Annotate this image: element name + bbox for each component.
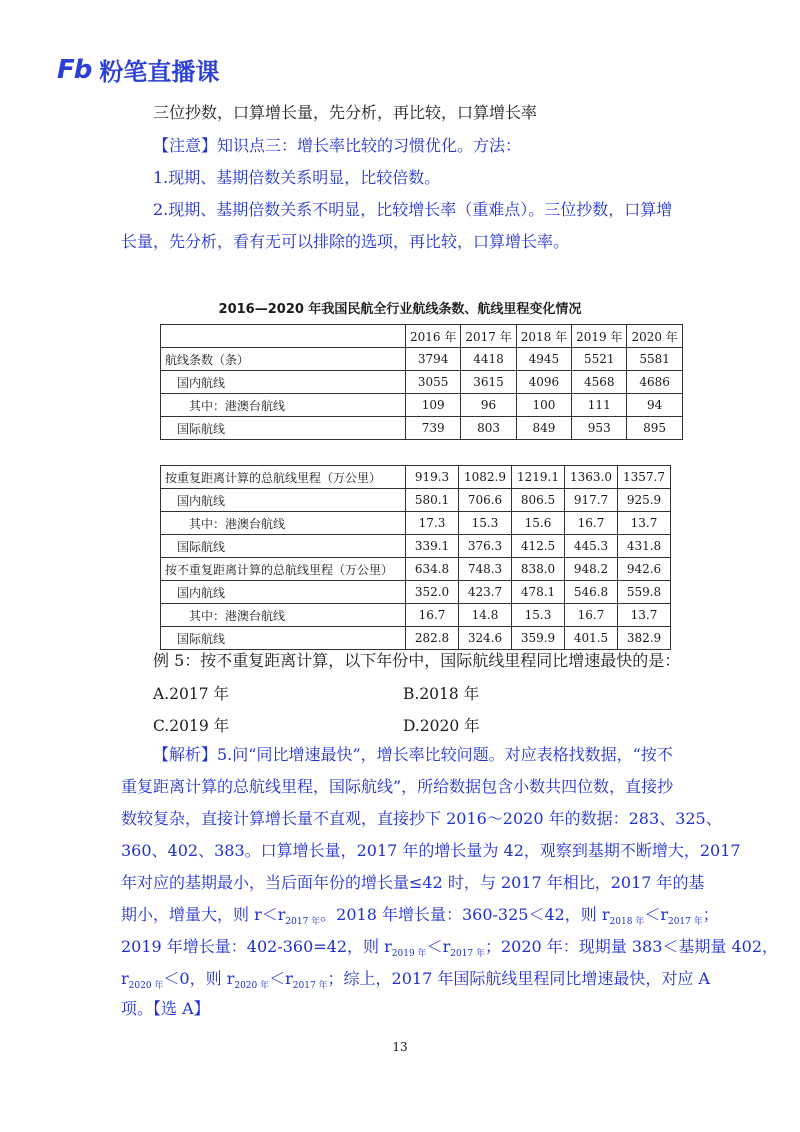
cell: 445.3 [565, 535, 618, 558]
option-c: C.2019 年 [153, 717, 230, 735]
cell: 1357.7 [618, 466, 671, 489]
analysis-text: r [121, 969, 129, 988]
cell: 401.5 [565, 627, 618, 650]
subscript: 2020 年 [128, 981, 164, 992]
table-mileage [160, 465, 671, 650]
table-row [161, 512, 671, 535]
method-item-1: 1.现期、基期倍数关系明显，比较倍数。 [153, 168, 441, 187]
option-d: D.2020 年 [403, 717, 480, 735]
option-b: B.2018 年 [403, 685, 480, 703]
table-row [161, 348, 683, 371]
cell: 1363.0 [565, 466, 618, 489]
cell: 100 [516, 394, 571, 417]
row-label: 国际航线 [161, 535, 406, 558]
analysis-line-6 [121, 905, 719, 932]
cell: 382.9 [618, 627, 671, 650]
analysis-line: 重复距离计算的总航线里程，国际航线”，所给数据包含小数共四位数，直接抄 [121, 777, 674, 796]
analysis-line: 项。【选 A】 [121, 999, 210, 1018]
cell: 546.8 [565, 581, 618, 604]
cell: 803 [461, 417, 516, 440]
analysis-line: 360、402、383。口算增长量，2017 年的增长量为 42，观察到基期不断增大，2017 [121, 841, 741, 860]
cell: 16.7 [565, 512, 618, 535]
table-row [161, 489, 671, 512]
row-label: 国内航线 [161, 581, 406, 604]
analysis-line-7 [121, 937, 778, 964]
cell: 739 [406, 417, 461, 440]
cell: 806.5 [512, 489, 565, 512]
cell: 15.6 [512, 512, 565, 535]
table-row [161, 466, 671, 489]
fenbi-logo-mark: Fb [57, 54, 92, 85]
analysis-line: 数较复杂，直接计算增长量不直观，直接抄下 2016～2020 年的数据：283、325、 [121, 809, 722, 828]
cell: 339.1 [406, 535, 459, 558]
note-line: 【注意】知识点三：增长率比较的习惯优化。方法： [153, 136, 522, 155]
analysis-text: 。2018 年增长量：360-325＜42，则 r [320, 905, 610, 924]
row-label: 国内航线 [161, 489, 406, 512]
cell: 94 [627, 394, 682, 417]
year-header: 2018 年 [516, 325, 571, 348]
row-label: 按重复距离计算的总航线里程（万公里） [161, 466, 406, 489]
cell: 1219.1 [512, 466, 565, 489]
cell: 478.1 [512, 581, 565, 604]
cell: 895 [627, 417, 682, 440]
cell: 376.3 [459, 535, 512, 558]
cell: 4418 [461, 348, 516, 371]
cell: 5581 [627, 348, 682, 371]
cell: 13.7 [618, 512, 671, 535]
subscript: 2018 年 [609, 917, 645, 928]
cell: 948.2 [565, 558, 618, 581]
analysis-line-8 [121, 969, 710, 996]
cell: 14.8 [459, 604, 512, 627]
cell: 4568 [572, 371, 627, 394]
table-title: 2016—2020 年我国民航全行业航线条数、航线里程变化情况 [218, 302, 582, 317]
cell: 748.3 [459, 558, 512, 581]
cell: 919.3 [406, 466, 459, 489]
cell: 3615 [461, 371, 516, 394]
question-stem: 例 5：按不重复距离计算，以下年份中，国际航线里程同比增速最快的是： [153, 651, 681, 670]
analysis-text: ；2020 年：现期量 383＜基期量 402， [484, 937, 779, 956]
cell: 16.7 [565, 604, 618, 627]
table-row [161, 394, 683, 417]
cell: 412.5 [512, 535, 565, 558]
row-label: 按不重复距离计算的总航线里程（万公里） [161, 558, 406, 581]
table-routes [160, 324, 683, 440]
cell: 706.6 [459, 489, 512, 512]
analysis-text: ＜r [644, 905, 668, 924]
year-header: 2020 年 [627, 325, 682, 348]
row-label: 国内航线 [161, 371, 406, 394]
row-label: 国际航线 [161, 417, 406, 440]
row-label: 其中：港澳台航线 [161, 604, 406, 627]
method-item-2b: 长量，先分析，看有无可以排除的选项，再比较，口算增长率。 [121, 232, 570, 251]
year-header: 2016 年 [406, 325, 461, 348]
subscript: 2017 年 [450, 949, 485, 960]
cell: 431.8 [618, 535, 671, 558]
table-row [161, 535, 671, 558]
cell: 4945 [516, 348, 571, 371]
table-corner [161, 325, 406, 348]
cell: 4096 [516, 371, 571, 394]
cell: 282.8 [406, 627, 459, 650]
cell: 16.7 [406, 604, 459, 627]
table-row [161, 371, 683, 394]
cell: 925.9 [618, 489, 671, 512]
cell: 15.3 [459, 512, 512, 535]
analysis-text: ＜r [426, 937, 451, 956]
subscript: 2017 年 [285, 917, 321, 928]
cell: 111 [572, 394, 627, 417]
analysis-text: 2019 年增长量：402-360=42，则 r [121, 937, 392, 956]
cell: 917.7 [565, 489, 618, 512]
row-label: 航线条数（条） [161, 348, 406, 371]
cell: 634.8 [406, 558, 459, 581]
method-item-2a: 2.现期、基期倍数关系不明显，比较增长率（重难点）。三位抄数，口算增 [153, 200, 673, 219]
table-row [161, 417, 683, 440]
subscript: 2017 年 [667, 917, 703, 928]
cell: 109 [406, 394, 461, 417]
analysis-text: ＜0，则 r [163, 969, 235, 988]
cell: 359.9 [512, 627, 565, 650]
analysis-line: 年对应的基期最小，当后面年份的增长量≤42 时，与 2017 年相比，2017 年的基 [121, 873, 705, 892]
row-label: 国际航线 [161, 627, 406, 650]
cell: 5521 [572, 348, 627, 371]
fenbi-logo-text: 粉笔直播课 [99, 58, 220, 86]
cell: 849 [516, 417, 571, 440]
intro-line: 三位抄数，口算增长量，先分析，再比较，口算增长率 [153, 103, 538, 122]
row-label: 其中：港澳台航线 [161, 512, 406, 535]
cell: 3055 [406, 371, 461, 394]
analysis-text: ＜r [269, 969, 293, 988]
year-header: 2017 年 [461, 325, 516, 348]
analysis-text: ；综上，2017 年国际航线里程同比增速最快，对应 A [327, 969, 710, 988]
cell: 4686 [627, 371, 682, 394]
table-row [161, 558, 671, 581]
cell: 559.8 [618, 581, 671, 604]
table-row [161, 627, 671, 650]
table-header-row [161, 325, 683, 348]
cell: 3794 [406, 348, 461, 371]
cell: 1082.9 [459, 466, 512, 489]
analysis-line: 【解析】5.问“同比增速最快”，增长率比较问题。对应表格找数据，“按不 [153, 745, 673, 764]
cell: 953 [572, 417, 627, 440]
option-a: A.2017 年 [153, 685, 229, 703]
page-number: 13 [392, 1040, 408, 1054]
cell: 13.7 [618, 604, 671, 627]
cell: 96 [461, 394, 516, 417]
cell: 838.0 [512, 558, 565, 581]
cell: 352.0 [406, 581, 459, 604]
cell: 17.3 [406, 512, 459, 535]
subscript: 2017 年 [292, 981, 328, 992]
table-row [161, 581, 671, 604]
cell: 324.6 [459, 627, 512, 650]
cell: 580.1 [406, 489, 459, 512]
cell: 942.6 [618, 558, 671, 581]
table-row [161, 604, 671, 627]
subscript: 2020 年 [234, 981, 270, 992]
cell: 15.3 [512, 604, 565, 627]
analysis-text: 期小，增量大，则 r＜r [121, 905, 286, 924]
cell: 423.7 [459, 581, 512, 604]
row-label: 其中：港澳台航线 [161, 394, 406, 417]
fenbi-logo [57, 52, 219, 87]
year-header: 2019 年 [572, 325, 627, 348]
subscript: 2019 年 [391, 949, 427, 960]
analysis-text: ； [702, 905, 719, 924]
